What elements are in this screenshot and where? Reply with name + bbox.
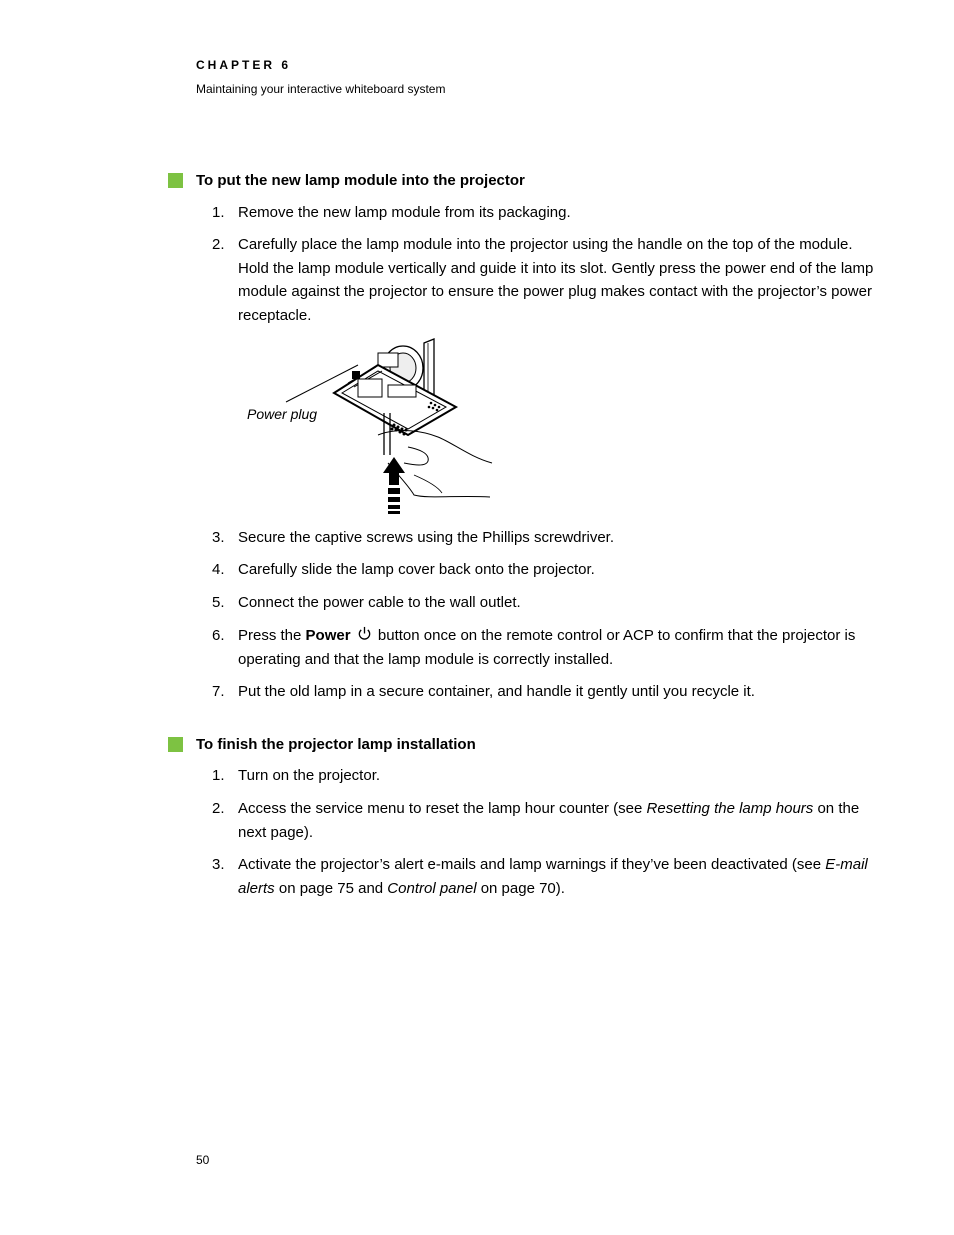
step-text-part: Press the: [238, 627, 306, 644]
power-icon: [357, 626, 372, 641]
list-item: [212, 526, 877, 550]
step-number: 2.: [212, 800, 225, 817]
step-text: Carefully slide the lamp cover back onto the projector.: [238, 561, 595, 578]
step-number: 1.: [212, 767, 225, 784]
procedure-heading-text: To put the new lamp module into the projector: [196, 172, 525, 189]
step-text: [238, 797, 877, 844]
step-text-part: Activate the projector’s alert e-mails and lamp warnings if they’ve been deactivated (see: [238, 856, 826, 873]
step-number: 2.: [212, 236, 225, 253]
step-text: Turn on the projector.: [238, 767, 381, 784]
list-item: [212, 233, 877, 327]
list-item: [212, 558, 877, 582]
cross-reference-link[interactable]: Control panel: [387, 879, 477, 897]
step-text-part: on page 75 and: [274, 879, 388, 897]
step-text-part: Access the service menu to reset the lamp hour counter (see: [238, 800, 647, 817]
step-number: 1.: [212, 204, 225, 221]
step-text: Connect the power cable to the wall outlet.: [238, 594, 521, 611]
step-text: Carefully place the lamp module into the projector using the handle on the top of the module. Hold the lamp module vertically and guide it into its slot. Gently press the power end of the lamp module against the projector to ensure the power plug makes contact with the projector’s power receptacle.: [238, 236, 874, 324]
step-text: [238, 624, 877, 671]
step-text-part: on page 70).: [476, 879, 565, 897]
step-text-part: button once on the remote control or ACP to confirm that the projector is operating and that the lamp module is correctly installed.: [238, 627, 856, 668]
lamp-module-illustration: [238, 335, 494, 515]
cross-reference-link[interactable]: E-mail alerts: [238, 856, 868, 897]
page-number: 50: [196, 1153, 210, 1167]
step-number: 4.: [212, 561, 225, 578]
procedure-heading-text: To finish the projector lamp installation: [196, 736, 476, 753]
step-number: 3.: [212, 856, 225, 873]
step-text: [238, 853, 877, 900]
list-item: [212, 764, 877, 788]
step-text: Remove the new lamp module from its packaging.: [238, 204, 571, 221]
step-number: 3.: [212, 529, 225, 546]
list-item: [212, 853, 877, 900]
list-item: [212, 624, 877, 671]
figure-caption: Power plug: [247, 406, 318, 422]
step-text: Secure the captive screws using the Phillips screwdriver.: [238, 529, 614, 546]
list-item: [212, 797, 877, 844]
step-number: 7.: [212, 683, 225, 700]
cross-reference-link[interactable]: Resetting the lamp hours: [646, 800, 814, 817]
step-number: 5.: [212, 594, 225, 611]
list-item: [212, 201, 877, 225]
step-text-part: on the next page).: [238, 800, 860, 841]
list-item: [212, 680, 877, 704]
step-text: Put the old lamp in a secure container, and handle it gently until you recycle it.: [238, 683, 755, 700]
chapter-label: CHAPTER 6: [196, 58, 292, 72]
chapter-title: Maintaining your interactive whiteboard system: [196, 82, 446, 96]
power-label: Power: [305, 627, 351, 644]
green-square-icon: [168, 737, 183, 752]
step-number: 6.: [212, 627, 225, 644]
green-square-icon: [168, 173, 183, 188]
list-item: [212, 591, 877, 615]
procedure-heading-install: [168, 172, 525, 189]
procedure-heading-finish: [168, 736, 476, 753]
